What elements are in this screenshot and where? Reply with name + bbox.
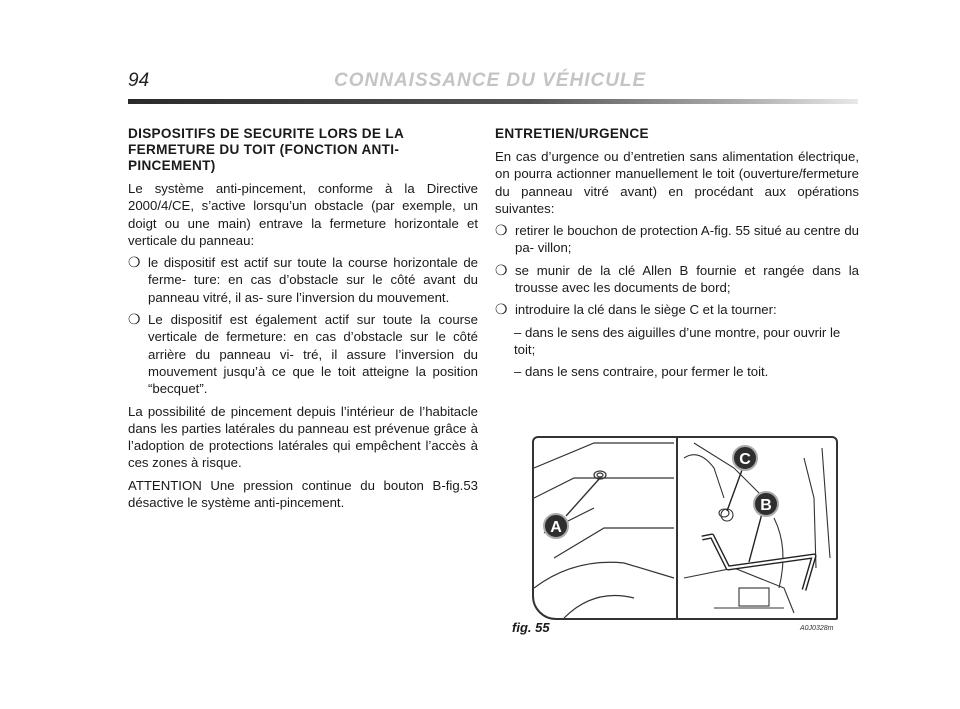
page-header-title: CONNAISSANCE DU VÉHICULE xyxy=(334,70,647,91)
list-item xyxy=(128,311,478,397)
circle-bullet-icon: ❍ xyxy=(495,301,508,318)
list-item xyxy=(495,301,859,318)
list-item-text: se munir de la clé Allen B fournie et rangée dans la trousse avec les documents de bord; xyxy=(515,262,859,296)
section-heading-safety: DISPOSITIFS DE SECURITE LORS DE LA FERMETURE DU TOIT (FONCTION ANTI-PINCEMENT) xyxy=(128,126,404,173)
list-item-text: retirer le bouchon de protection A-fig. 55 situé au centre du pa- villon; xyxy=(515,223,859,256)
svg-text:A: A xyxy=(550,519,562,536)
attention-paragraph: ATTENTION Une pression continue du bouton B-fig.53 désactive le système anti-pincement. xyxy=(128,477,478,511)
svg-text:B: B xyxy=(760,497,772,514)
page-number: 94 xyxy=(128,70,150,91)
list-item-text: Le dispositif est également actif sur toute la course verticale de fermeture: en cas d’obstacle sur le côté arrière du panneau vi- tré, il assure l’inversion du mouvement jusqu’à ce que le toit atteigne la position “becquet”. xyxy=(148,312,478,397)
list-item-text: introduire la clé dans le siège C et la tourner: xyxy=(515,302,777,318)
figure-55-illustration xyxy=(532,436,838,620)
sub-list-item: – dans le sens contraire, pour fermer le toit. xyxy=(514,364,769,380)
mechanism-drawing xyxy=(684,443,830,613)
list-item xyxy=(495,222,859,257)
list-item-text: le dispositif est actif sur toute la course horizontale de ferme- ture: en cas d’obstacle sur le côté avant du panneau vitré, il as- sure l’inversion du mouvement. xyxy=(148,255,478,305)
left-column xyxy=(128,126,478,516)
svg-text:C: C xyxy=(739,451,751,468)
circle-bullet-icon: ❍ xyxy=(128,311,141,328)
section-heading-emergency: ENTRETIEN/URGENCE xyxy=(495,126,649,141)
intro-paragraph: Le système anti-pincement, conforme à la Directive 2000/4/CE, s’active lorsqu’un obstacle (par exemple, un doigt ou une main) entrave la fermeture horizontale et verticale du panneau: xyxy=(128,181,478,248)
sub-list-item: – dans le sens des aiguilles d’une montre, pour ouvrir le toit; xyxy=(514,324,841,357)
header-rule xyxy=(128,99,858,104)
label-c-callout xyxy=(733,446,757,470)
right-column xyxy=(495,126,859,386)
circle-bullet-icon: ❍ xyxy=(495,222,508,239)
figure-caption: fig. 55 xyxy=(512,620,550,635)
label-a-callout xyxy=(544,514,568,538)
list-item xyxy=(495,262,859,297)
list-item xyxy=(128,254,478,306)
label-b-callout xyxy=(754,492,778,516)
paragraph: La possibilité de pincement depuis l’intérieur de l’habitacle dans les parties latérales du panneau est prévenue grâce à l’adoption de protections latérales qui empêchent l’accès à ces zones à risque. xyxy=(128,403,478,471)
circle-bullet-icon: ❍ xyxy=(495,261,508,278)
figure-code: A0J0328m xyxy=(800,625,834,632)
intro-paragraph: En cas d’urgence ou d’entretien sans alimentation électrique, on pourra actionner manuellement le toit (ouverture/fermeture du panneau vitré avant) en procédant aux opérations suivantes: xyxy=(495,149,859,216)
circle-bullet-icon: ❍ xyxy=(128,254,141,271)
